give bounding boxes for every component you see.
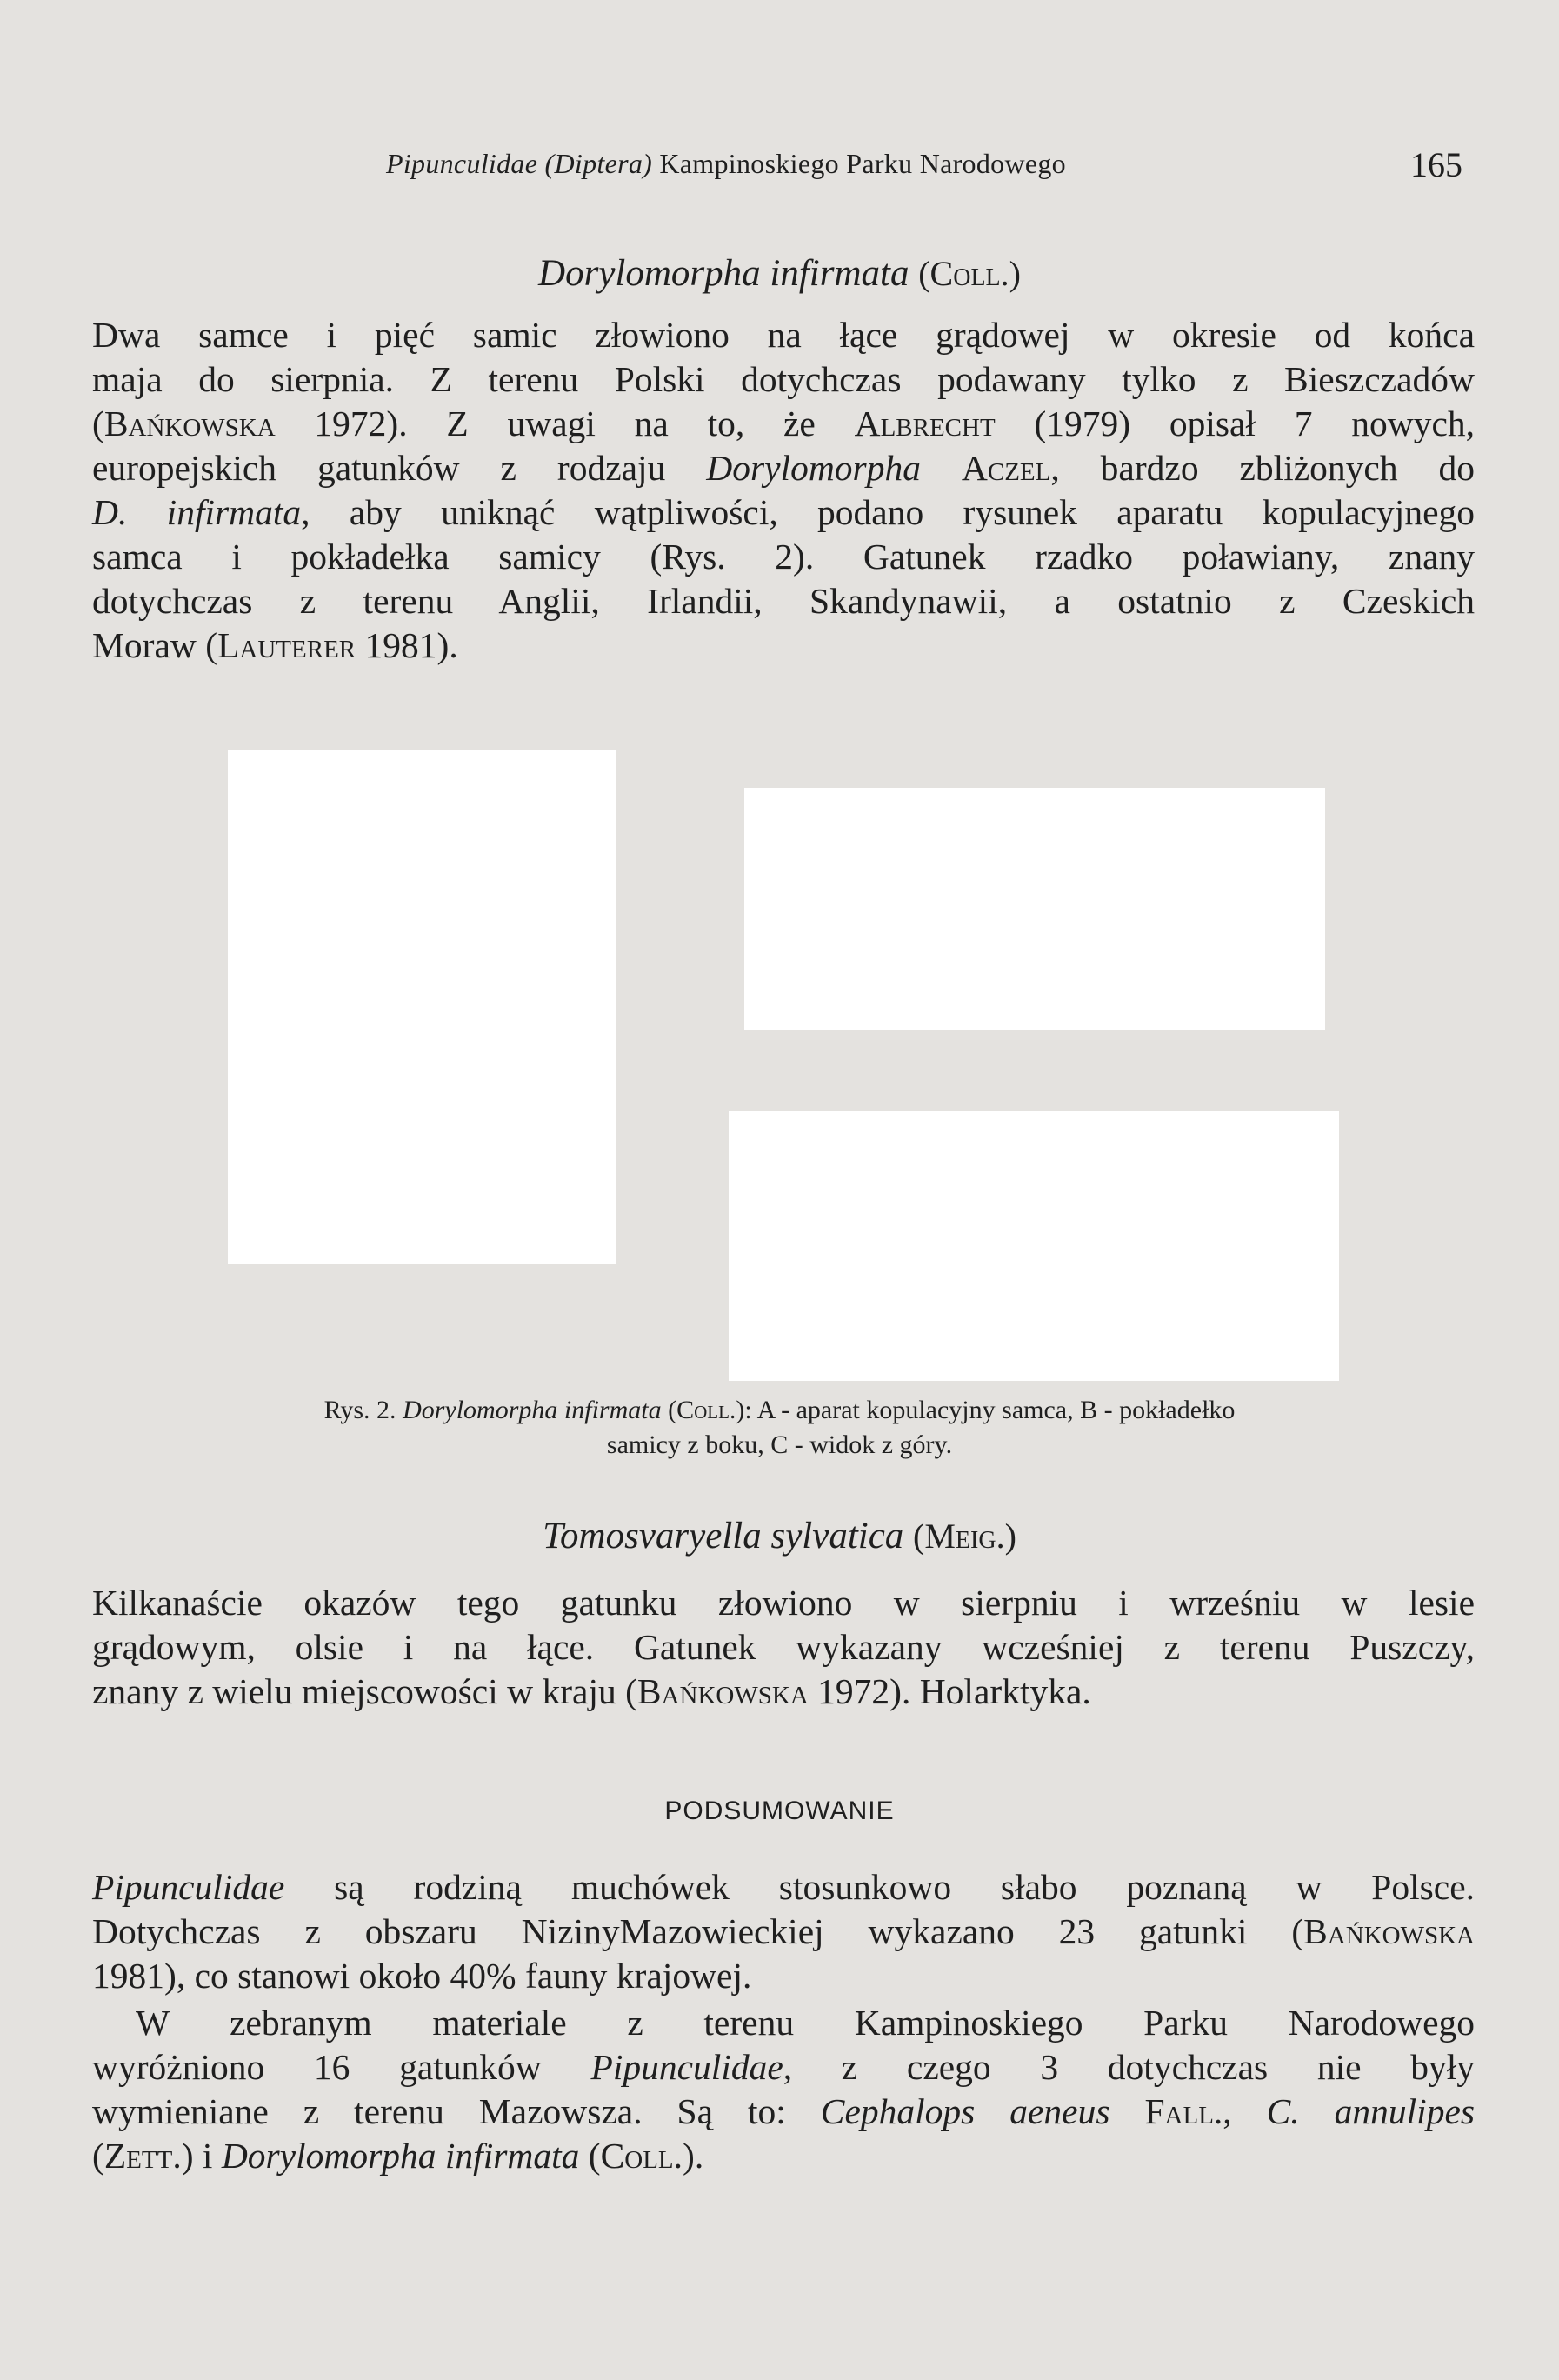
text-line: wymieniane z terenu Mazowsza. Są to: Cephalops aeneus Fall., C. annulipes <box>92 2091 1476 2131</box>
author-citation: Bańkowska <box>1303 1911 1475 1951</box>
running-head-italic: Pipunculidae (Diptera) <box>386 148 653 179</box>
family-name: Pipunculidae <box>590 2047 783 2087</box>
species-name: Cephalops aeneus <box>820 2091 1110 2131</box>
text-line: W zebranym materiale z terenu Kampinoskiego Parku Narodowego <box>136 2003 1475 2043</box>
species-name: C. annulipes <box>1266 2091 1476 2131</box>
running-head-rest: Kampinoskiego Parku Narodowego <box>652 148 1066 179</box>
author-citation: Bańkowska <box>636 1671 809 1711</box>
species-heading-dorylomorpha <box>0 252 1559 295</box>
text-line: wyróżniono 16 gatunków Pipunculidae, z czego 3 dotychczas nie były <box>92 2047 1475 2087</box>
summary-paragraph-1 <box>92 1865 1475 1998</box>
text-line: Pipunculidae są rodziną muchówek stosunkowo słabo poznaną w Polsce. <box>92 1867 1475 1907</box>
author-citation: Fall. <box>1144 2091 1223 2131</box>
text-line: 1981), co stanowi około 40% fauny krajowej. <box>92 1956 752 1996</box>
text-line: samca i pokładełka samicy (Rys. 2). Gatunek rzadko poławiany, znany <box>92 537 1475 577</box>
species-name: Dorylomorpha infirmata <box>221 2136 580 2176</box>
author-citation: Coll. <box>600 2136 683 2176</box>
figure-caption: Rys. 2. Dorylomorpha infirmata (Coll.): A - aparat kopulacyjny samca, B - pokładełko samicy z boku, C - widok z góry. <box>323 1396 1236 1459</box>
author-citation: Zett. <box>103 2136 182 2176</box>
text-line: Dwa samce i pięć samic złowiono na łące grądowej w okresie od końca <box>92 315 1475 355</box>
running-head <box>386 148 1066 180</box>
author-citation: Aczel <box>961 448 1051 488</box>
text-line: maja do sierpnia. Z terenu Polski dotychczas podawany tylko z Bieszczadów <box>92 359 1475 399</box>
family-name: Pipunculidae <box>92 1867 285 1907</box>
author-citation: Lauterer <box>217 625 356 665</box>
text-line: D. infirmata, aby uniknąć wątpliwości, podano rysunek aparatu kopulacyjnego <box>92 492 1476 532</box>
species-author: (Coll.) <box>918 254 1021 293</box>
text-line: dotychczas z terenu Anglii, Irlandii, Skandynawii, a ostatnio z Czeskich <box>92 581 1475 621</box>
figure-panel-b <box>744 788 1325 1030</box>
genus-name: Dorylomorpha <box>706 448 921 488</box>
caption-species-name: Dorylomorpha infirmata <box>403 1396 662 1424</box>
species-author: (Meig.) <box>913 1517 1016 1556</box>
text-line: (Bańkowska 1972). Z uwagi na to, że Albrecht (1979) opisał 7 nowych, <box>92 403 1475 443</box>
text-line: europejskich gatunków z rodzaju Dorylomorpha Aczel, bardzo zbliżonych do <box>92 448 1475 488</box>
text-line: Dotychczas z obszaru NizinyMazowieckiej wykazano 23 gatunki (Bańkowska <box>92 1911 1475 1951</box>
text-line: Kilkanaście okazów tego gatunku złowiono w sierpniu i wrześniu w lesie <box>92 1583 1475 1623</box>
author-citation: Bańkowska <box>103 403 276 443</box>
summary-paragraph-2 <box>92 2001 1475 2178</box>
page-number: 165 <box>1410 145 1462 184</box>
section-title-summary: PODSUMOWANIE <box>664 1797 895 1825</box>
species-heading-tomosvaryella <box>0 1515 1559 1557</box>
caption-line-2: samicy z boku, C - widok z góry. <box>606 1430 953 1459</box>
figure-panel-a <box>228 750 616 1264</box>
species-name: Tomosvaryella sylvatica <box>543 1516 904 1557</box>
text-line: (Zett.) i Dorylomorpha infirmata (Coll.). <box>92 2136 704 2176</box>
text-line: Moraw (Lauterer 1981). <box>92 625 458 665</box>
species-name: Dorylomorpha infirmata <box>538 253 909 294</box>
text-line: grądowym, olsie i na łące. Gatunek wykazany wcześniej z terenu Puszczy, <box>92 1627 1475 1667</box>
species-name: D. infirmata <box>92 492 302 532</box>
figure-panel-c <box>729 1111 1339 1381</box>
species1-paragraph <box>92 313 1475 668</box>
text-line: znany z wielu miejscowości w kraju (Bańkowska 1972). Holarktyka. <box>92 1671 1091 1711</box>
author-citation: Albrecht <box>854 403 996 443</box>
species2-paragraph <box>92 1581 1475 1714</box>
